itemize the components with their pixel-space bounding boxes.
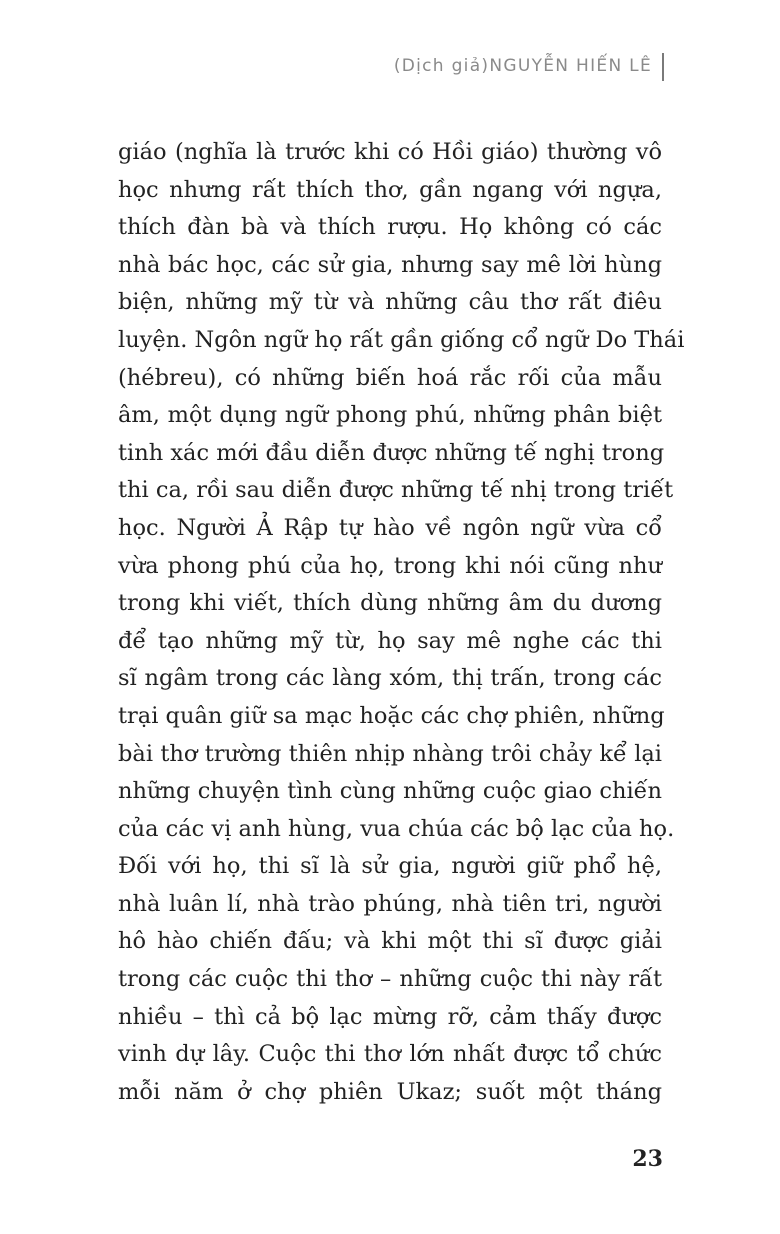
- page-number: 23: [632, 1146, 663, 1172]
- text-line: nhà luân lí, nhà trào phúng, nhà tiên tri, người: [118, 890, 662, 917]
- text-line: trại quân giữ sa mạc hoặc các chợ phiên, những: [118, 702, 665, 729]
- text-line: vừa phong phú của họ, trong khi nói cũng như: [118, 552, 662, 579]
- text-line: thích đàn bà và thích rượu. Họ không có các: [118, 214, 662, 241]
- text-line: để tạo những mỹ từ, họ say mê nghe các thi: [118, 627, 662, 654]
- text-line: biện, những mỹ từ và những câu thơ rất điêu: [118, 289, 662, 316]
- text-line: trong khi viết, thích dùng những âm du dương: [118, 590, 662, 617]
- text-line: sĩ ngâm trong các làng xóm, thị trấn, trong các: [118, 665, 662, 692]
- text-line: giáo (nghĩa là trước khi có Hồi giáo) thường vô: [118, 139, 662, 165]
- text-line: mỗi năm ở chợ phiên Ukaz; suốt một tháng: [118, 1078, 662, 1105]
- text-line: luyện. Ngôn ngữ họ rất gần giống cổ ngữ Do Thái: [118, 326, 685, 353]
- text-line: hô hào chiến đấu; và khi một thi sĩ được giải: [118, 928, 662, 955]
- body-text: [118, 134, 685, 1111]
- text-line: nhiều – thì cả bộ lạc mừng rỡ, cảm thấy được: [118, 1003, 662, 1030]
- text-line: trong các cuộc thi thơ – những cuộc thi này rất: [118, 966, 662, 993]
- text-line: của các vị anh hùng, vua chúa các bộ lạc của họ.: [118, 815, 675, 842]
- text-line: thi ca, rồi sau diễn được những tế nhị trong triết: [118, 477, 674, 504]
- running-header: (Dịch giả)NGUYỄN HIẾN LÊ: [393, 56, 652, 76]
- text-line: học. Người Ả Rập tự hào về ngôn ngữ vừa cổ: [118, 514, 662, 541]
- text-line: tinh xác mới đầu diễn được những tế nghị trong: [118, 439, 665, 466]
- text-line: (hébreu), có những biến hoá rắc rối của mẫu: [118, 364, 662, 391]
- text-line: nhà bác học, các sử gia, nhưng say mê lời hùng: [118, 251, 662, 278]
- text-line: bài thơ trường thiên nhịp nhàng trôi chảy kể lại: [118, 740, 662, 767]
- text-line: Đối với họ, thi sĩ là sử gia, người giữ phổ hệ,: [118, 853, 662, 880]
- header-divider: [662, 53, 664, 81]
- text-line: âm, một dụng ngữ phong phú, những phân biệt: [118, 402, 662, 429]
- text-line: vinh dự lây. Cuộc thi thơ lớn nhất được tổ chức: [118, 1041, 662, 1068]
- text-line: học nhưng rất thích thơ, gần ngang với ngựa,: [118, 176, 662, 203]
- text-line: những chuyện tình cùng những cuộc giao chiến: [118, 778, 662, 805]
